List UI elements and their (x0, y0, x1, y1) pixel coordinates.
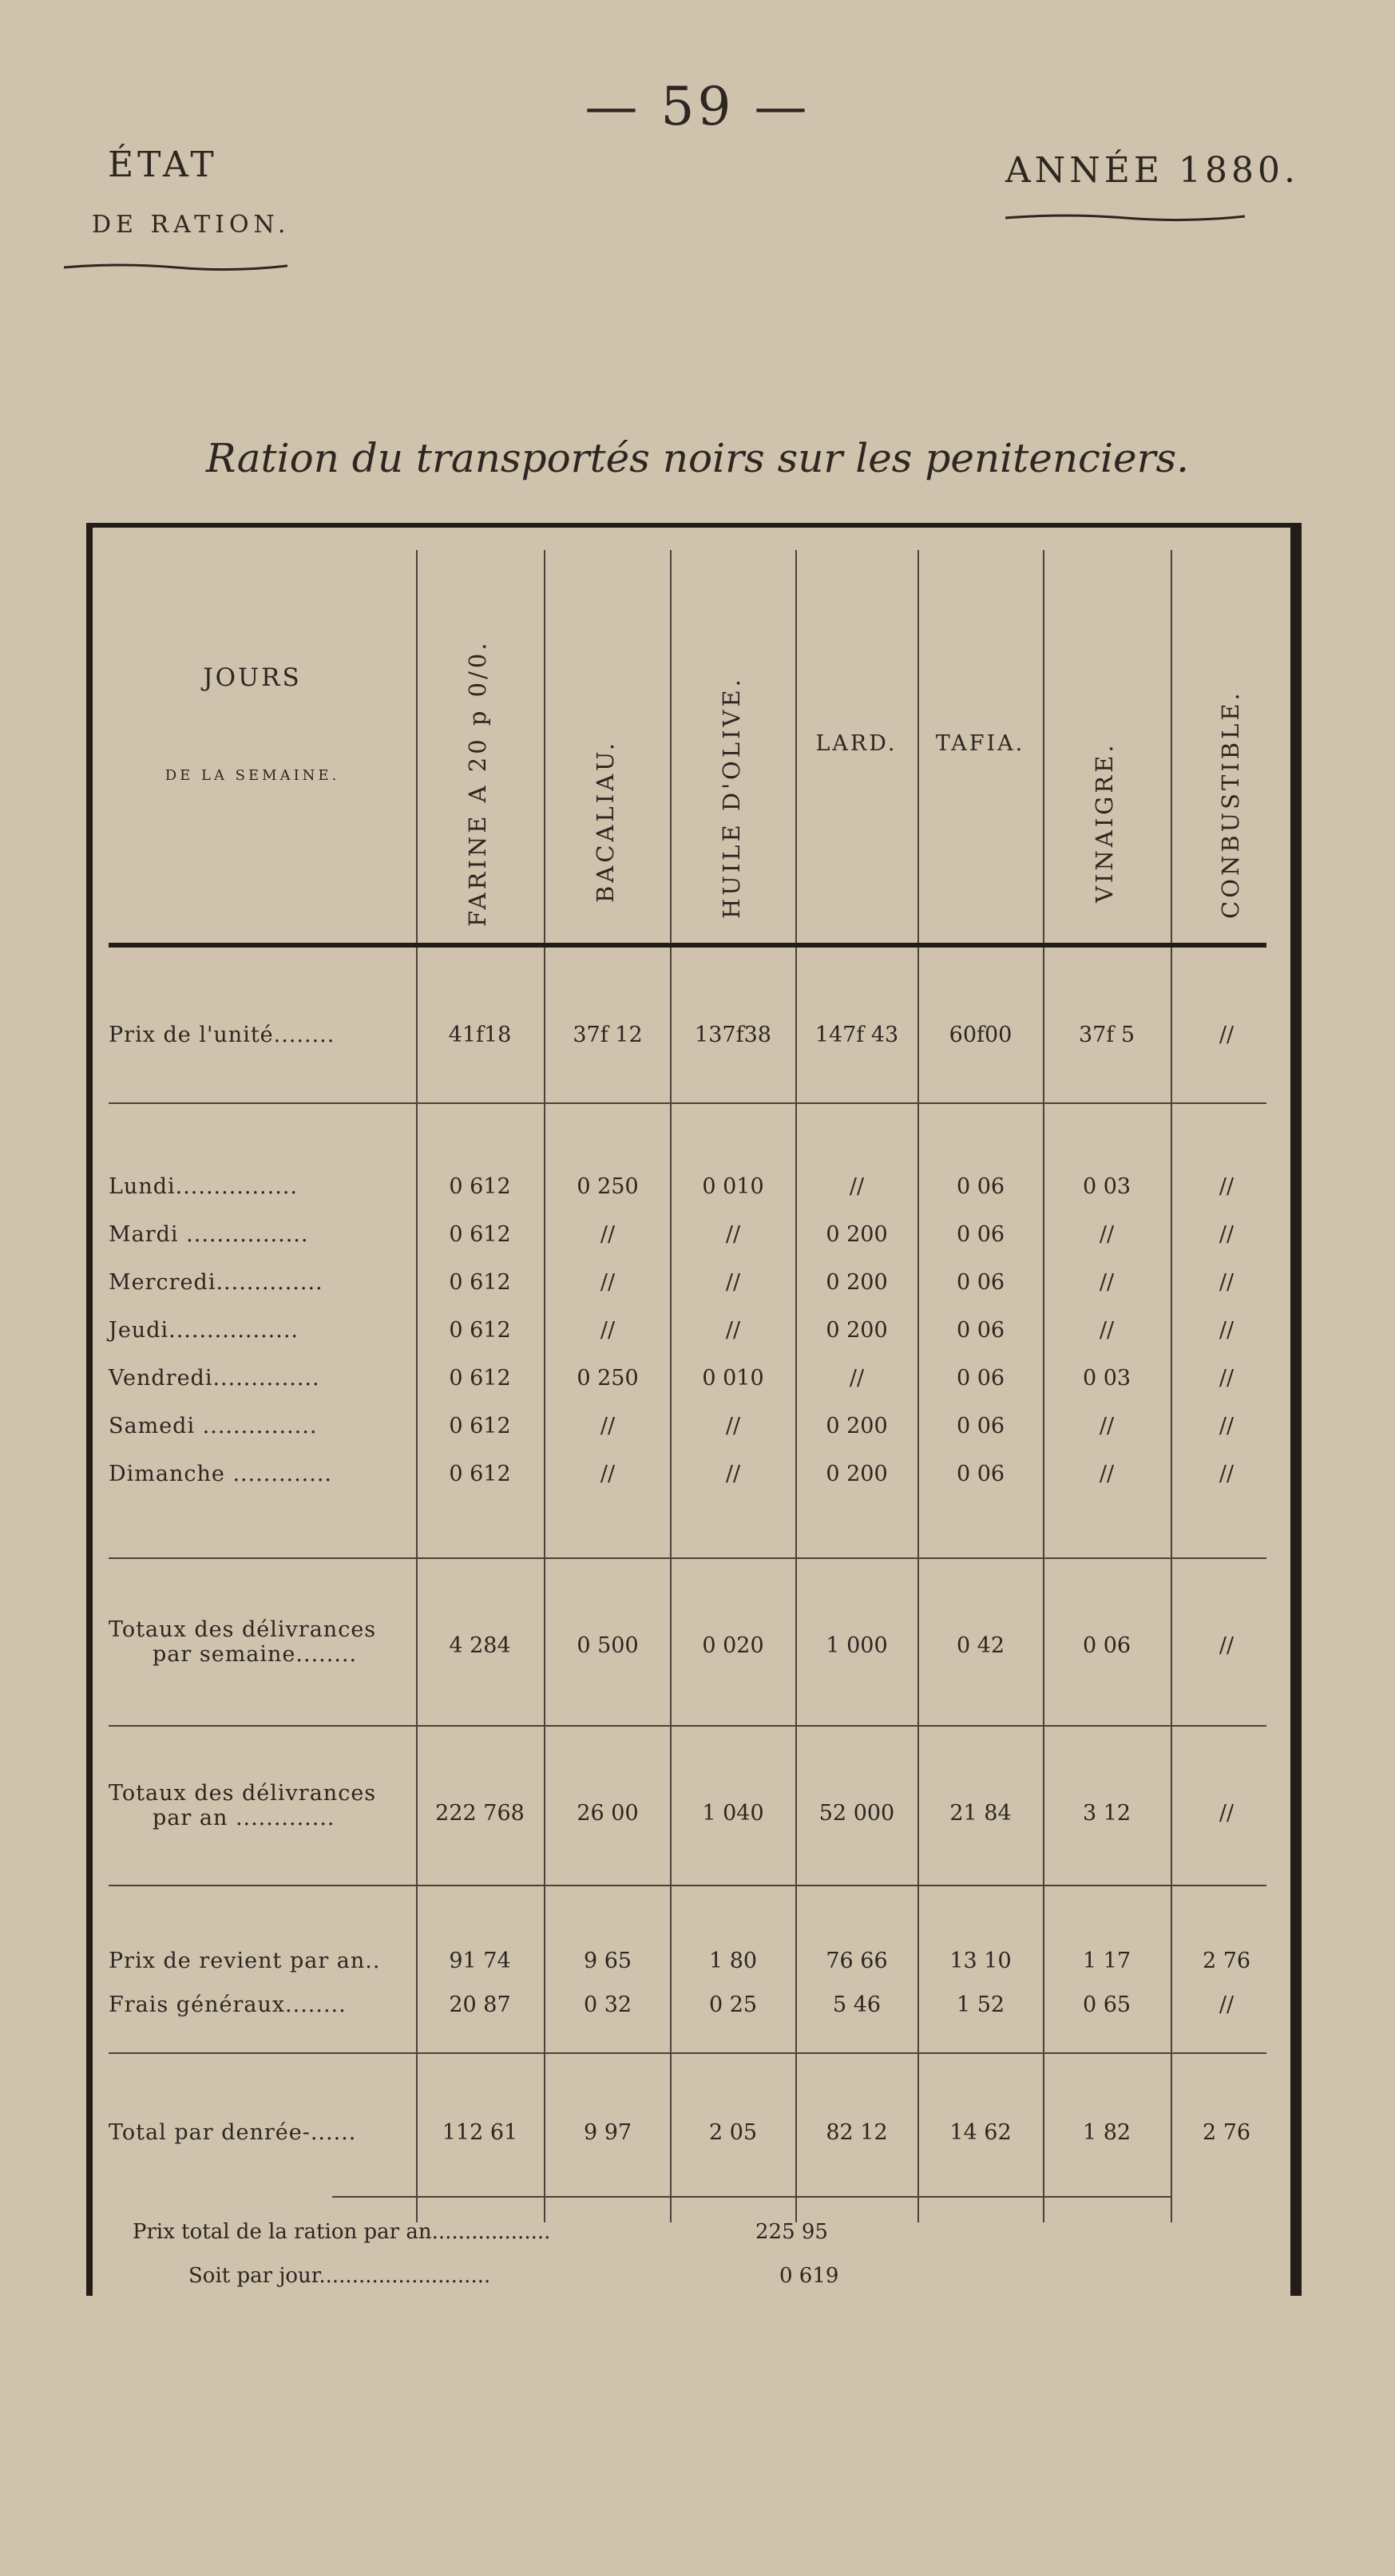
cell: // (600, 1270, 616, 1295)
cell: 2 76 (1202, 1949, 1251, 1973)
cell: 1 000 (826, 1633, 888, 1658)
cell: 0 06 (956, 1174, 1005, 1199)
cell: 14 62 (949, 2120, 1012, 2145)
summary-total-value: 225 95 (755, 2220, 828, 2244)
cell: // (725, 1462, 741, 1486)
cell: 222 768 (435, 1801, 525, 1826)
header-left-line1: ÉTAT (108, 144, 218, 185)
flourish-right (1005, 212, 1245, 223)
cell: 0 03 (1082, 1366, 1131, 1391)
row-label-mardi: Mardi ................ (109, 1222, 309, 1247)
cell: // (1219, 1270, 1234, 1295)
cell: // (1099, 1462, 1115, 1486)
cell: 76 66 (826, 1949, 888, 1973)
cell: // (1219, 1174, 1234, 1199)
row-label-line: par semaine........ (153, 1642, 358, 1667)
cell: // (849, 1366, 865, 1391)
cell: 0 020 (702, 1633, 764, 1658)
cell: 26 00 (577, 1801, 639, 1826)
cell: 0 200 (826, 1270, 888, 1295)
cell: 13 10 (949, 1949, 1012, 1973)
cell: // (1099, 1222, 1115, 1247)
cell: 0 200 (826, 1222, 888, 1247)
row-label-line: Totaux des délivrances (109, 1781, 377, 1806)
ration-table (86, 523, 1302, 2296)
header-right (1005, 150, 1299, 231)
cell: 0 612 (449, 1270, 511, 1295)
cell: 0 06 (1082, 1633, 1131, 1658)
cell: 1 52 (956, 1992, 1005, 2017)
cell: 0 250 (577, 1366, 639, 1391)
cell: 0 06 (956, 1414, 1005, 1438)
cell: 0 612 (449, 1318, 511, 1343)
cell: // (1219, 1992, 1234, 2017)
summary-per-day-value: 0 619 (779, 2264, 839, 2288)
cell: 147f 43 (814, 1023, 899, 1047)
row-label-jeudi: Jeudi................. (109, 1318, 299, 1343)
cell: 1 80 (708, 1949, 758, 1973)
cell: 2 05 (708, 2120, 758, 2145)
cell: // (600, 1462, 616, 1486)
row-label-lundi: Lundi................ (109, 1174, 298, 1199)
column-head-vinaigre: VINAIGRE. (1091, 742, 1118, 903)
row-label-mercredi: Mercredi.............. (109, 1270, 323, 1295)
cell: // (725, 1318, 741, 1343)
cell: 0 612 (449, 1222, 511, 1247)
cell: 0 06 (956, 1462, 1005, 1486)
cell: 21 84 (949, 1801, 1012, 1826)
cell: // (1219, 1801, 1234, 1826)
cell: // (1219, 1023, 1234, 1047)
row-label-total-denree: Total par denrée-...... (109, 2120, 357, 2145)
column-head-semaine: DE LA SEMAINE. (164, 767, 340, 784)
cell: // (1099, 1318, 1115, 1343)
cell: // (600, 1222, 616, 1247)
cell: // (600, 1318, 616, 1343)
cell: // (1099, 1414, 1115, 1438)
cell: // (725, 1222, 741, 1247)
cell: 0 65 (1082, 1992, 1131, 2017)
cell: 52 000 (818, 1801, 895, 1826)
cell: 0 06 (956, 1318, 1005, 1343)
row-label-line: Totaux des délivrances (109, 1617, 377, 1642)
cell: // (725, 1414, 741, 1438)
cell: 5 46 (832, 1992, 882, 2017)
cell: // (1219, 1318, 1234, 1343)
cell: 0 06 (956, 1222, 1005, 1247)
page-number: — 59 — (585, 76, 810, 137)
cell: 37f 12 (573, 1023, 643, 1047)
cell: 1 17 (1082, 1949, 1131, 1973)
cell: 0 612 (449, 1174, 511, 1199)
column-head-huile: HUILE D'OLIVE. (718, 676, 745, 919)
row-label-totaux-semaine (109, 1617, 376, 1667)
column-head-bacaliau: BACALIAU. (592, 739, 619, 903)
cell: 9 65 (583, 1949, 632, 1973)
row-label-samedi: Samedi ............... (109, 1414, 318, 1438)
row-label-totaux-an (109, 1781, 376, 1830)
cell: 0 32 (583, 1992, 632, 2017)
cell: 0 010 (702, 1366, 764, 1391)
cell: 1 82 (1082, 2120, 1131, 2145)
cell: 41f18 (448, 1023, 512, 1047)
row-label-frais-generaux: Frais généraux........ (109, 1992, 347, 2017)
cell: 0 010 (702, 1174, 764, 1199)
row-label-prix-revient: Prix de revient par an.. (109, 1949, 381, 1973)
summary-per-day-label: Soit par jour.......................... (188, 2264, 491, 2288)
row-label-dimanche: Dimanche ............. (109, 1462, 333, 1486)
column-head-tafia: TAFIA. (935, 731, 1025, 756)
cell: 0 200 (826, 1318, 888, 1343)
cell: 0 200 (826, 1462, 888, 1486)
cell: // (1219, 1222, 1234, 1247)
cell: 0 612 (449, 1414, 511, 1438)
cell: 9 97 (583, 2120, 632, 2145)
cell: 0 200 (826, 1414, 888, 1438)
column-head-lard: LARD. (815, 731, 898, 756)
cell: 2 76 (1202, 2120, 1251, 2145)
row-label-vendredi: Vendredi.............. (109, 1366, 320, 1391)
summary-total-label: Prix total de la ration par an.................. (133, 2220, 551, 2244)
cell: 91 74 (449, 1949, 511, 1973)
cell: 0 612 (449, 1462, 511, 1486)
flourish-left (64, 261, 287, 272)
cell: 60f00 (949, 1023, 1013, 1047)
column-head-jours: JOURS (203, 663, 302, 692)
cell: 0 500 (577, 1633, 639, 1658)
cell: 0 42 (956, 1633, 1005, 1658)
row-label-prix-unite: Prix de l'unité........ (109, 1023, 335, 1047)
column-head-farine: FARINE A 20 p 0/0. (464, 639, 491, 927)
cell: // (1099, 1270, 1115, 1295)
header-left (92, 144, 291, 279)
cell: 4 284 (449, 1633, 511, 1658)
cell: 37f 5 (1078, 1023, 1135, 1047)
cell: // (1219, 1462, 1234, 1486)
cell: 20 87 (449, 1992, 511, 2017)
cell: // (725, 1270, 741, 1295)
cell: 0 06 (956, 1270, 1005, 1295)
cell: 0 06 (956, 1366, 1005, 1391)
cell: 82 12 (826, 2120, 888, 2145)
table-title: Ration du transportés noirs sur les penitenciers. (205, 435, 1190, 481)
cell: 137f38 (695, 1023, 771, 1047)
cell: // (1219, 1366, 1234, 1391)
header-left-line2: DE RATION. (92, 211, 291, 239)
cell: 0 250 (577, 1174, 639, 1199)
cell: 0 612 (449, 1366, 511, 1391)
cell: // (849, 1174, 865, 1199)
cell: 112 61 (442, 2120, 518, 2145)
cell: 0 03 (1082, 1174, 1131, 1199)
cell: // (1219, 1414, 1234, 1438)
row-label-line: par an ............. (153, 1806, 335, 1830)
cell: 0 25 (708, 1992, 758, 2017)
cell: 3 12 (1082, 1801, 1131, 1826)
header-right-text: ANNÉE 1880. (1005, 150, 1299, 191)
column-head-combustible: CONBUSTIBLE. (1217, 690, 1244, 919)
cell: // (600, 1414, 616, 1438)
cell: 1 040 (702, 1801, 764, 1826)
cell: // (1219, 1633, 1234, 1658)
